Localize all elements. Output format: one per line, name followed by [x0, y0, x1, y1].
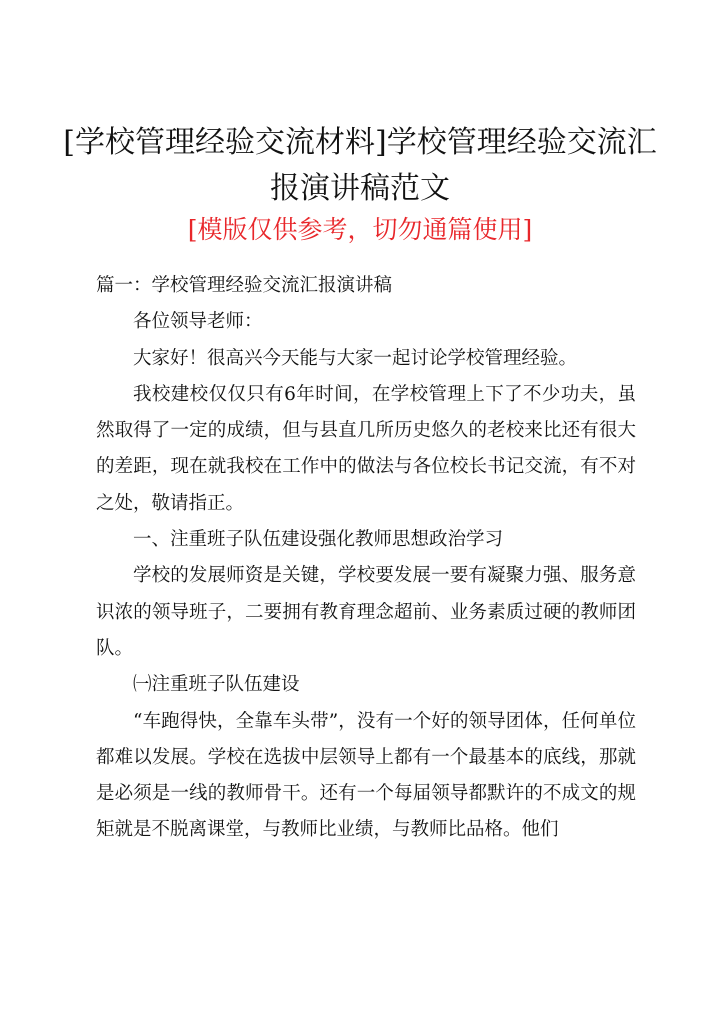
subsection-heading: ㈠注重班子队伍建设	[133, 674, 300, 696]
paragraph: 学校的发展师资是关键，学校要发展一要有凝聚力强、服务意识浓的领导班子，二要拥有教育理念超前、业务素质过硬的教师团队。	[96, 565, 636, 659]
paragraph: “车跑得快，全靠车头带”，没有一个好的领导团体，任何单位都难以发展。学校在选拔中层领导上都有一个最基本的底线，那就是必须是一线的教师骨干。还有一个每届领导都默许的不成文的规矩就是不脱离课堂，与教师比业绩，与教师比品格。他们	[96, 710, 636, 841]
paragraph: 大家好！很高兴今天能与大家一起讨论学校管理经验。	[133, 347, 578, 369]
title-line-1: [学校管理经验交流材料]学校管理经验交流汇	[63, 125, 657, 160]
document-body	[96, 268, 636, 849]
subsection-heading: 一、注重班子队伍建设强化教师思想政治学习	[133, 529, 504, 551]
salutation: 各位领导老师：	[133, 311, 263, 333]
section-heading: 篇一：学校管理经验交流汇报演讲稿	[96, 275, 393, 296]
document-title	[60, 120, 660, 212]
paragraph: 我校建校仅仅只有6年时间，在学校管理上下了不少功夫，虽然取得了一定的成绩，但与县直几所历史悠久的老校来比还有很大的差距，现在就我校在工作中的做法与各位校长书记交流，有不对之处，敬请指正。	[96, 383, 636, 514]
title-line-2: 报演讲稿范文	[270, 171, 450, 206]
template-notice: [模版仅供参考，切勿通篇使用]	[187, 215, 533, 244]
